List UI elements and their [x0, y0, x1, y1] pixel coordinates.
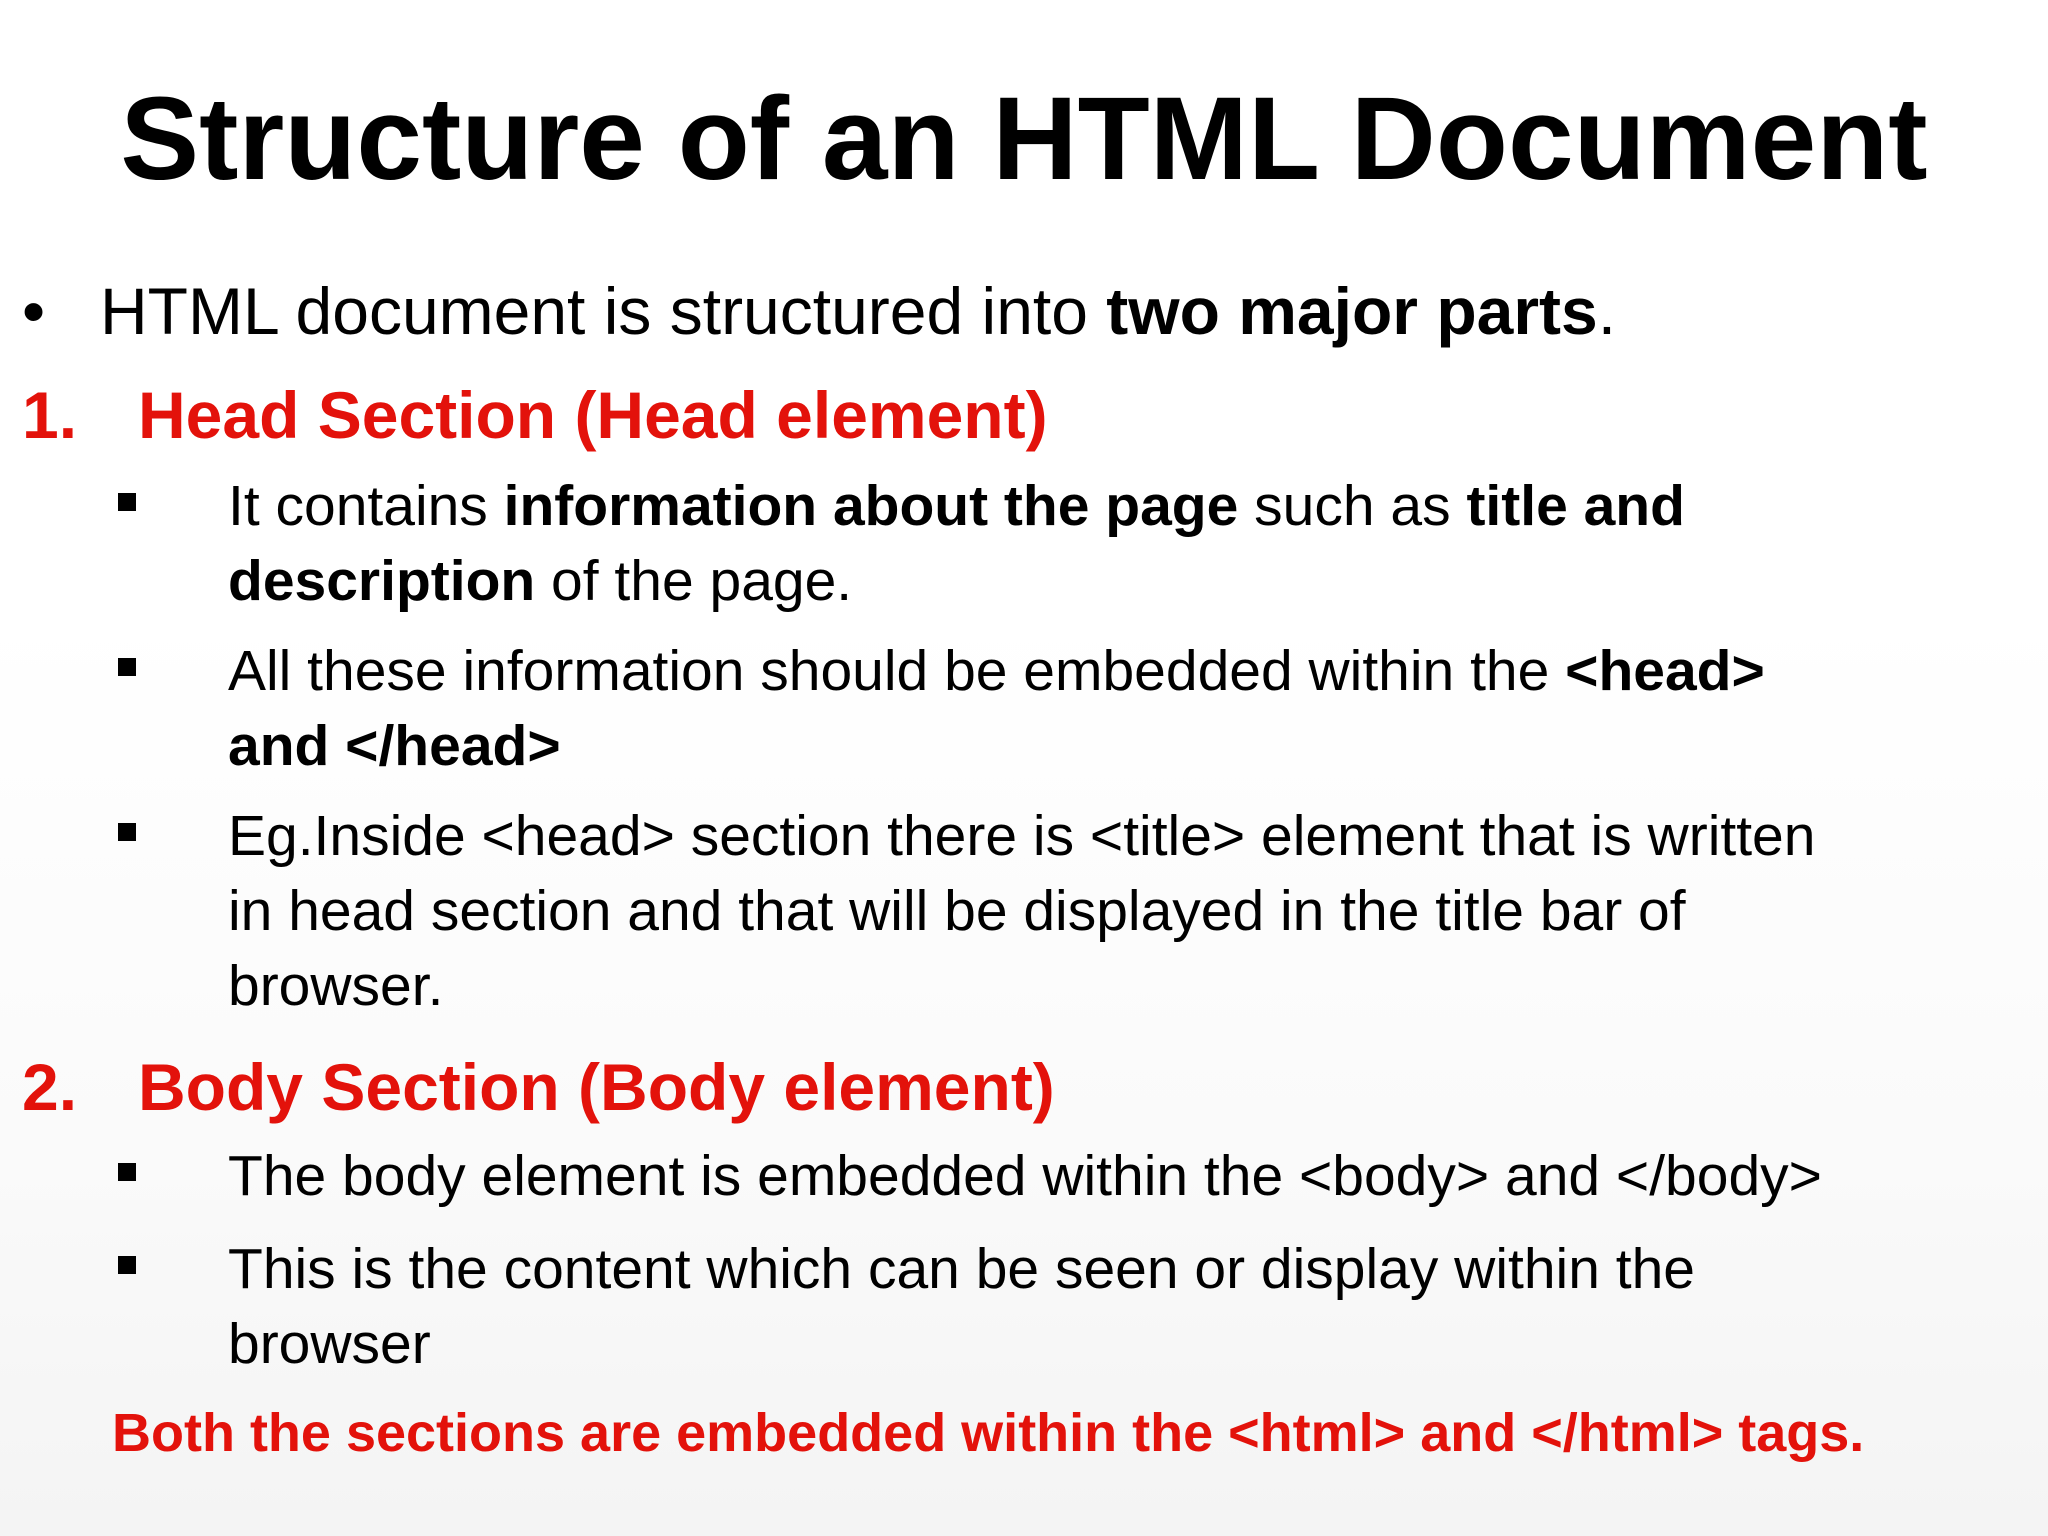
body-item-1-line-1: The body element is embedded within the <body> and </body>	[228, 1144, 1822, 1208]
section-heading-head: Head Section (Head element)	[138, 378, 1048, 452]
intro-text-a: HTML document is structured into	[100, 274, 1107, 348]
section-number: 2.	[22, 1050, 78, 1124]
intro-bullet-icon: •	[22, 274, 46, 348]
head-item-3-line-1: Eg.Inside <head> section there is <title> element that is written	[228, 804, 1816, 868]
square-bullet-icon	[118, 493, 136, 511]
text-run-bold: title and	[1466, 474, 1685, 538]
body-item-2-line-2: browser	[228, 1312, 431, 1376]
intro-text-b: .	[1597, 274, 1617, 348]
square-bullet-icon	[118, 658, 136, 676]
head-item-1-line-2	[228, 549, 853, 613]
square-bullet-icon	[118, 1256, 136, 1274]
text-run-bold: <head>	[1565, 639, 1765, 703]
footer-note: Both the sections are embedded within the <html> and </html> tags.	[112, 1403, 1865, 1463]
intro-text	[100, 274, 1617, 348]
section-number: 1.	[22, 378, 78, 452]
text-run: It contains	[228, 474, 504, 538]
intro-text-bold: two major parts	[1106, 274, 1598, 348]
head-item-3-line-3: browser.	[228, 954, 444, 1018]
square-bullet-icon	[118, 1163, 136, 1181]
head-item-2-line-1	[228, 639, 1765, 703]
text-run-bold: information about the page	[503, 474, 1239, 538]
head-item-1-line-1	[228, 474, 1685, 538]
head-item-3-line-2: in head section and that will be displayed in the title bar of	[228, 879, 1686, 943]
section-heading-body: Body Section (Body element)	[138, 1050, 1055, 1124]
body-item-2-line-1: This is the content which can be seen or display within the	[228, 1237, 1695, 1301]
head-item-2-line-2	[228, 714, 561, 778]
text-run-bold: description	[228, 549, 536, 613]
text-run: of the page.	[535, 549, 853, 613]
square-bullet-icon	[118, 823, 136, 841]
slide-title: Structure of an HTML Document	[120, 73, 1928, 205]
text-run-bold: and </head>	[228, 714, 561, 778]
text-run: such as	[1238, 474, 1467, 538]
text-run: All these information should be embedded within the	[228, 639, 1566, 703]
